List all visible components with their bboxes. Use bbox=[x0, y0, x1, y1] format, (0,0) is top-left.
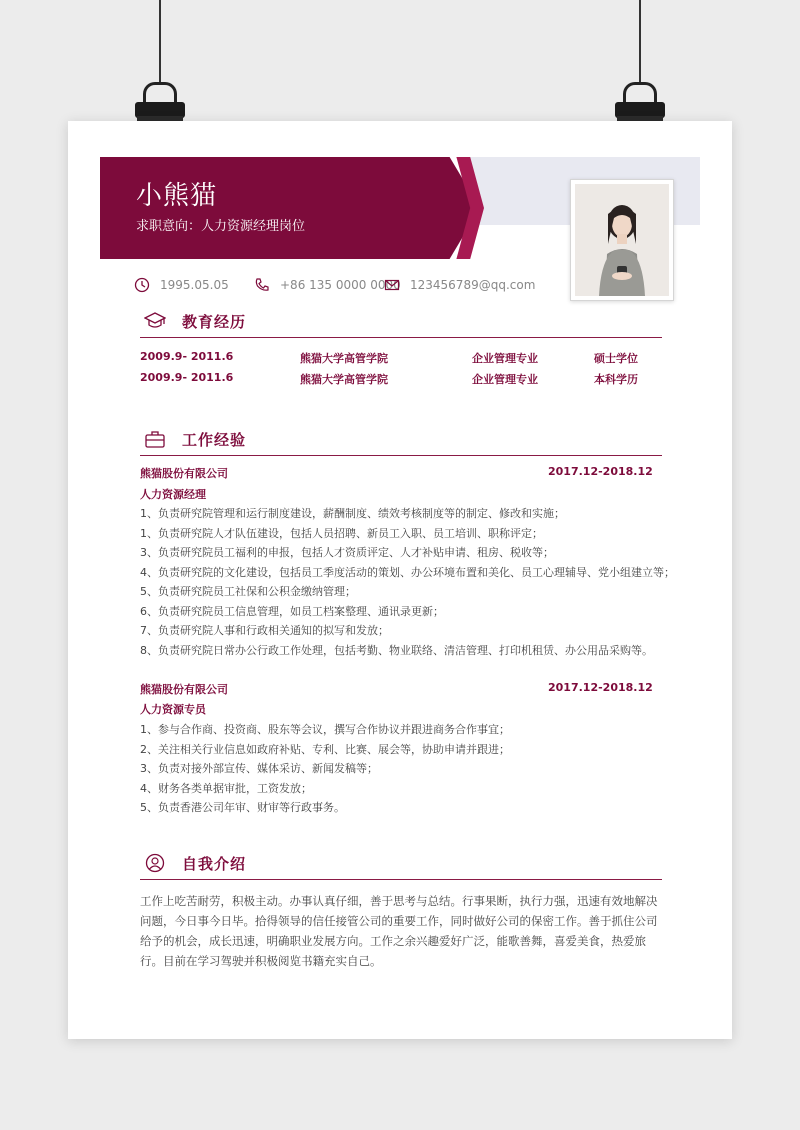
job-company: 熊猫股份有限公司 bbox=[140, 467, 228, 480]
duty-item: 3、负责对接外部宣传、媒体采访、新闻发稿等； bbox=[140, 762, 378, 775]
job-duties bbox=[140, 721, 670, 819]
duty-item: 8、负责研究院日常办公行政工作处理，包括考勤、物业联络、清洁管理、打印机租赁、办公用品采购等。 bbox=[140, 643, 653, 657]
education-degree: 本科学历 bbox=[594, 373, 638, 386]
contact-phone bbox=[254, 277, 401, 293]
education-degree: 硕士学位 bbox=[594, 352, 638, 365]
education-school: 熊猫大学高管学院 bbox=[300, 373, 388, 386]
user-icon bbox=[144, 853, 166, 873]
duty-item: 5、负责香港公司年审、财审等行政事务。 bbox=[140, 801, 345, 814]
about-title: 自我介绍 bbox=[182, 855, 247, 873]
work-title: 工作经验 bbox=[182, 431, 247, 449]
education-period: 2009.9- 2011.6 bbox=[140, 371, 234, 384]
resume-paper bbox=[68, 121, 732, 1039]
duty-item: 1、负责研究院人才队伍建设，包括人员招聘、新员工入职、员工培训、职称评定； bbox=[140, 526, 543, 540]
duty-item: 3、负责研究院员工福利的申报，包括人才资质评定、人才补贴申请、租房、税收等； bbox=[140, 546, 554, 559]
briefcase-icon bbox=[144, 429, 166, 449]
work-section-header bbox=[140, 425, 662, 456]
education-major: 企业管理专业 bbox=[472, 352, 538, 365]
graduation-cap-icon bbox=[144, 311, 166, 331]
duty-item: 7、负责研究院人事和行政相关通知的拟写和发放； bbox=[140, 624, 389, 637]
contact-email bbox=[384, 277, 535, 293]
birthday-text: 1995.05.05 bbox=[160, 278, 229, 292]
job-duties bbox=[140, 505, 675, 661]
duty-item: 4、负责研究院的文化建设，包括员工季度活动的策划、办公环境布置和美化、员工心理辅导、党小组建立等； bbox=[140, 565, 675, 579]
mail-icon bbox=[384, 277, 400, 293]
duty-item: 4、财务各类单据审批，工资发放； bbox=[140, 781, 312, 795]
duty-item: 2、关注相关行业信息如政府补贴、专利、比赛、展会等，协助申请并跟进； bbox=[140, 742, 510, 756]
education-major: 企业管理专业 bbox=[472, 373, 538, 386]
duty-item: 1、负责研究院管理和运行制度建设，薪酬制度、绩效考核制度等的制定、修改和实施； bbox=[140, 507, 565, 520]
job-date: 2017.12-2018.12 bbox=[548, 465, 653, 478]
contact-birthday bbox=[134, 277, 229, 293]
candidate-name: 小熊猫 bbox=[136, 181, 218, 211]
job-role: 人力资源专员 bbox=[140, 703, 206, 716]
duty-item: 6、负责研究院员工信息管理，如员工档案整理、通讯录更新； bbox=[140, 604, 444, 618]
about-text: 工作上吃苦耐劳，积极主动。办事认真仔细，善于思考与总结。行事果断，执行力强，迅速有效地解决问题，今日事今日毕。拾得领导的信任接管公司的重要工作，同时做好公司的保密工作。善于抓住公司给予的机会，成长迅速，明确职业发展方向。工作之余兴趣爱好广泛，能歌善舞，喜爱美食，热爱旅行。目前在学习驾驶并积极阅览书籍充实自己。 bbox=[140, 894, 658, 968]
education-title: 教育经历 bbox=[182, 313, 247, 331]
phone-icon bbox=[254, 277, 270, 293]
profile-photo bbox=[575, 184, 669, 296]
about-section-header bbox=[140, 849, 662, 880]
email-text: 123456789@qq.com bbox=[410, 278, 536, 292]
clock-icon bbox=[134, 277, 150, 293]
education-section-header bbox=[140, 307, 662, 338]
hanging-wire-right bbox=[639, 0, 641, 85]
job-role: 人力资源经理 bbox=[140, 488, 206, 501]
hanging-wire-left bbox=[159, 0, 161, 85]
profile-photo-frame bbox=[570, 179, 674, 301]
phone-text: +86 135 0000 0000 bbox=[280, 278, 401, 292]
job-intent: 求职意向：人力资源经理岗位 bbox=[136, 219, 306, 234]
job-company: 熊猫股份有限公司 bbox=[140, 683, 228, 696]
job-date: 2017.12-2018.12 bbox=[548, 681, 653, 694]
education-period: 2009.9- 2011.6 bbox=[140, 350, 234, 363]
duty-item: 1、参与合作商、投资商、股东等会议，撰写合作协议并跟进商务合作事宜； bbox=[140, 723, 510, 736]
duty-item: 5、负责研究院员工社保和公积金缴纳管理； bbox=[140, 585, 356, 598]
education-school: 熊猫大学高管学院 bbox=[300, 352, 388, 365]
